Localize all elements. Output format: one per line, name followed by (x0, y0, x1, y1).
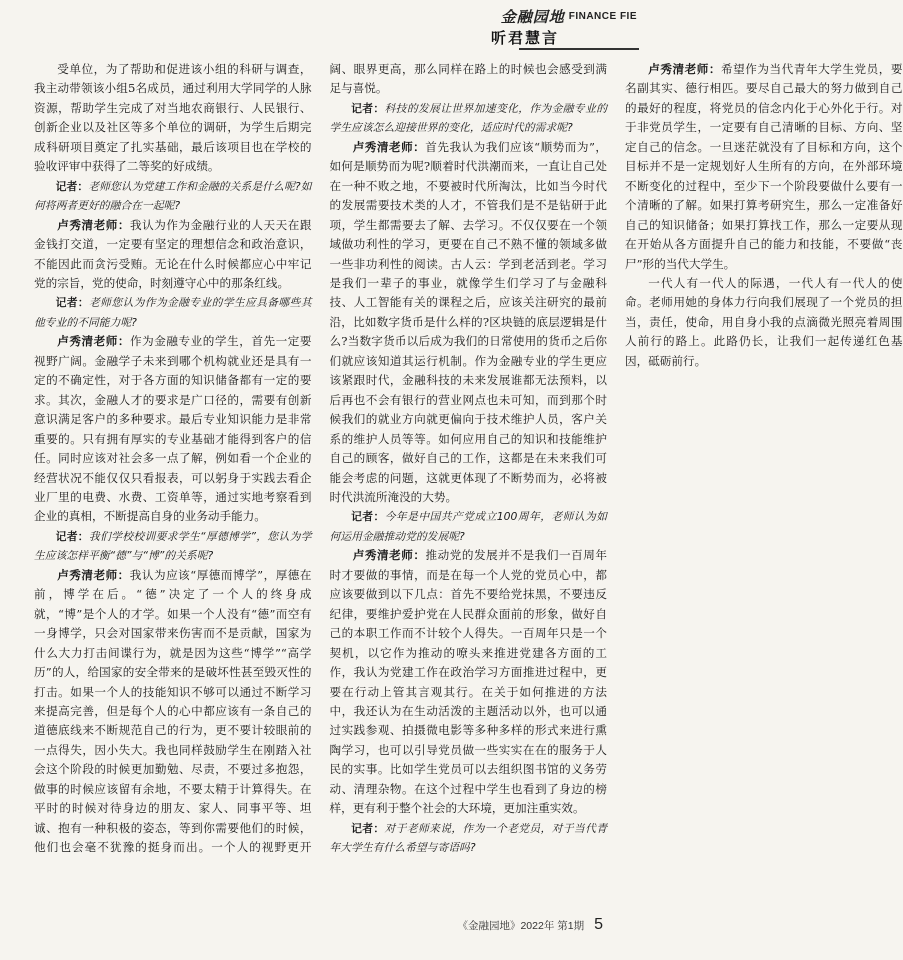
paragraph-text: 科技的发展让世界加速变化，作为金融专业的学生应该怎么迎接世界的变化，适应时代的需求呢? (329, 101, 608, 135)
page-footer (457, 916, 603, 934)
interview-question (330, 819, 608, 858)
paragraph-text: 今年是中国共产党成立100周年，老师认为如何运用金融推动党的发展呢? (329, 510, 608, 543)
interview-question (34, 293, 312, 332)
article-body (34, 60, 903, 895)
speaker-label: 记者： (351, 821, 385, 835)
speaker-label: 记者： (351, 510, 385, 524)
paragraph-text: 推动党的发展并不是我们一百周年时才要做的事情，而是在每一个人党的党员心中，都应该要做到以下几点：首先不要给党抹黑，不要违反纪律，要维护爱护党在人民群众面前的形象，做好自己的本职工作而不计较个人得失。一百周年只是一个契机，以它作为推动的嘹头来推进党建各方面的工作，我认为党建工作在政治学习方面推进过程中，更要在行动上管其言观其行。在关于如何推进的方法中，我还认为在生动活泼的主题活动以外，也可以通过实践参观、拍摄微电影等多种多样的形式来进行熏陶学习，也可以引导党员做一些实实在在的服务于人民的实事。比如学生党员可以去组织图书馆的义务劳动、清理杂物。在这个过程中学生也看到了身边的榜样，更有利于整个社会的大环境，更加注重实效。 (329, 548, 607, 816)
paragraph-text: 老师您认为作为金融专业的学生应具备哪些其他专业的不同能力呢? (34, 296, 312, 329)
paragraph-text: 首先我认为我们应该“顺势而为”，如何是顺势而为呢?顺着时代洪潮而来，一直让自己处在一种不败之地，不要被时代所淘汰，比如当今时代的发展需要技术类的人才，不管我们是不是钻研于此项，学生都需要去了解、去学习。不仅仅要在一个领域做功利性的学习，更要在自己不熟不懂的领域多做一些非功利性的阅读。古人云：学到老活到老。学习是我们一辈子的事业，就像学生们学习了与金融科技、人工智能有关的课程之后，应该关注研究的最前沿，比如数字货币是什么样的?区块链的底层逻辑是什么?当数字货币以后成为我们的日常使用的货币之后你们就应该知道其运行机制。作为金融专业的学生更应该紧跟时代，金融科技的未来发展谁都无法预料，以后再也不会有银行的营业网点也未可知，而到那个时候我们的就业方向就更偏向于技术维护人员，客户关系的维护人员等等。如何应用自己的知识和技能维护自己的顾客，做好自己的工作，这都是在未来我们可能会考虑的问题，这就更体现了不断势而为，必将被时代洪流所淹没的大势。 (329, 139, 607, 504)
speaker-label: 卢秀清老师： (57, 334, 130, 349)
interview-question (34, 177, 312, 216)
interview-question (330, 99, 608, 138)
speaker-label: 卢秀清老师： (57, 567, 130, 582)
interview-answer (330, 546, 608, 818)
paragraph-text: 希望作为当代青年大学生党员，要名副其实、德行相匹。要尽自己最大的努力做到自己的最好的程度，将党员的信念内化于心外化于行。对于非党员学生，一定要有自己清晰的目标、方向、坚定自己的信念。一旦迷茫就没有了目标和方向，这个目标并不是一定规划好人生所有的方向，在外部环境不断变化的过程中，至少下一个阶段要做什么要有一个清晰的了解。如果打算考研究生，那么一定准备好自己的知识储备；如果打算找工作，那么一定要从现在开始从各方面提升自己的能力和技能，不要做“丧尸”形的当代大学生。 (625, 62, 903, 271)
page-number: 5 (594, 916, 603, 933)
header-divider (519, 48, 639, 50)
paragraph-text: 一代人有一代人的际遇，一代人有一代人的使命。老师用她的身体力行向我们展现了一个党员的担当，责任，使命，用自身小我的点滴微光照亮着周围人前行的路上。此路仍长，让我们一起传递红色基因，砥砺前行。 (625, 275, 903, 368)
speaker-label: 记者： (55, 296, 90, 310)
column-title: 听君慧言 (490, 29, 559, 47)
interview-question (330, 507, 608, 546)
brand-english: FINANCE FIE (568, 11, 637, 22)
journal-issue: 《金融园地》2022年 第1期 (457, 920, 585, 932)
paragraph-text: 对于老师来说，作为一个老党员，对于当代青年大学生有什么希望与寄语吗? (329, 821, 608, 855)
paragraph-text: 作为金融专业的学生，首先一定要视野广阔。金融学子未来到哪个机构就业还是具有一定的不确定性，对于各方面的知识储备都有一定的要求。其次，金融人才的要求是广口径的，需要有创新意识满足客户的多种要求。最后专业知识能力是非常重要的。只有拥有厚实的专业基础才能得到客户的信任。同时应该对社会多一点了解，例如看一个企业的经营状况不能仅仅只看报表，可以躬身于实践去看企业厂里的电费、水费、工资单等，通过实地考察看到企业的真相，不断提高自身的业务动手能力。 (34, 334, 312, 524)
speaker-label: 卢秀清老师： (352, 548, 426, 563)
speaker-label: 卢秀清老师： (352, 139, 426, 154)
paragraph-text: 受单位，为了帮助和促进该小组的科研与调查，我主动带领该小组5名成员，通过利用大学同学的人脉资源，帮助学生完成了对当地农商银行、人民银行、创新企业以及社区等多个单位的调研，为学生后期完成科研项目奠定了扎实基础，最后该项目也在学校的验收评审中获得了二等奖的好成绩。 (34, 62, 312, 174)
speaker-label: 记者： (351, 101, 385, 115)
paragraph-text: 我认为作为金融行业的人天天在跟金钱打交道，一定要有坚定的理想信念和政治意识，不能因此而贪污受贿。无论在什么时候都应心中牢记党的宗旨，党的使命，时刻遵守心中的那条红线。 (34, 217, 312, 290)
body-paragraph (625, 274, 903, 371)
interview-answer (34, 332, 312, 527)
interview-question (34, 527, 312, 566)
interview-answer (625, 60, 903, 274)
paragraph-text: 我认为应该“厚德而博学”，厚德在前，博学在后。“德”决定了一个人的终身成就，“博”是个人的才学。如果一个人没有“德”而空有一身博学，只会对国家带来伤害而不是贡献，国家为什么大力打击间谍行为，就是因为这些“博学”“高学历”的人，给国家的安全带来的是破坏性甚至毁灭性的打击。如果一个人的技能知识不够可以通过不断学习来提高完善，但是每个人的心中都应该有一条自己的道德底线来不断规范自己的行为，更不要计较眼前的一点得失，因小失大。我也同样鼓励学生在刚踏入社会这个阶段的时候更加勤勉、尽责，不要过多抱怨，做事的时候应该留有余地，不要太精于计算得失。在平时的时候对待身边的朋友、家人、同事平等、坦诚、抱有一种积极的姿态，等到你需要他们的时候，他们也会毫不犹豫的挺身而出。一个人的视野更开阔、眼界更高，那么同样在路上的时候也会感受到满足与喜悦。 (34, 62, 607, 855)
interview-answer (330, 138, 608, 508)
journal-brand (501, 6, 637, 27)
page-header (0, 0, 639, 52)
body-paragraph (34, 60, 312, 177)
brand-chinese: 金融园地 (500, 9, 565, 26)
speaker-label: 记者： (55, 529, 89, 543)
paragraph-text: 老师您认为党建工作和金融的关系是什么呢?如何将两者更好的融合在一起呢? (34, 179, 312, 213)
paragraph-text: 我们学校校训要求学生“厚德博学”，您认为学生应该怎样平衡“德”与“博”的关系呢? (34, 529, 312, 563)
interview-answer (34, 216, 312, 294)
speaker-label: 记者： (55, 179, 89, 193)
speaker-label: 卢秀清老师： (57, 217, 130, 232)
speaker-label: 卢秀清老师： (648, 62, 721, 76)
